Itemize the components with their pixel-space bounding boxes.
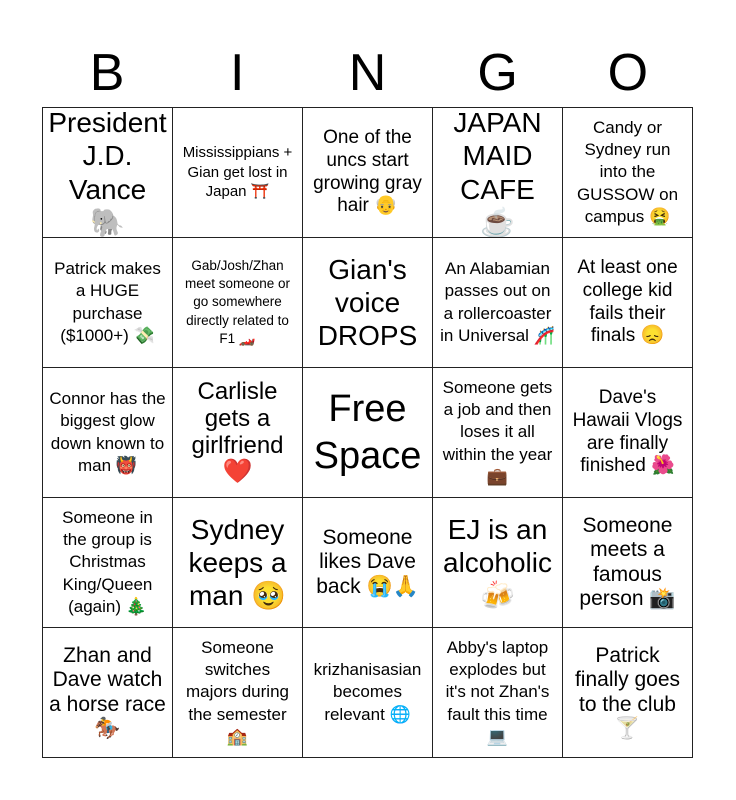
bingo-cell[interactable]: Someone gets a job and then loses it all within the year 💼 — [433, 368, 563, 498]
header-letter-g: G — [477, 44, 518, 102]
bingo-cell[interactable]: JAPAN MAID CAFE ☕ — [433, 108, 563, 238]
header-letter-o: O — [607, 44, 649, 102]
bingo-cell[interactable]: Gab/Josh/Zhan meet someone or go somewhere directly related to F1 🏎️ — [173, 238, 303, 368]
bingo-cell[interactable]: One of the uncs start growing gray hair 👴 — [303, 108, 433, 238]
bingo-cell[interactable]: An Alabamian passes out on a rollercoaster in Universal 🎢 — [433, 238, 563, 368]
bingo-header — [42, 40, 693, 106]
bingo-cell[interactable]: Someone in the group is Christmas King/Queen (again) 🎄 — [43, 498, 173, 628]
bingo-cell[interactable]: President J.D. Vance 🐘 — [43, 108, 173, 238]
bingo-cell[interactable]: Candy or Sydney run into the GUSSOW on campus 🤮 — [563, 108, 693, 238]
bingo-cell[interactable]: Someone likes Dave back 😭🙏 — [303, 498, 433, 628]
bingo-cell[interactable]: Connor has the biggest glow down known to man 👹 — [43, 368, 173, 498]
bingo-cell[interactable]: Carlisle gets a girlfriend ❤️ — [173, 368, 303, 498]
header-letter-b: B — [89, 44, 125, 102]
bingo-cell[interactable]: At least one college kid fails their finals 😞 — [563, 238, 693, 368]
bingo-cell[interactable]: Abby's laptop explodes but it's not Zhan's fault this time 💻 — [433, 628, 563, 758]
bingo-cell[interactable]: Zhan and Dave watch a horse race 🏇 — [43, 628, 173, 758]
bingo-cell[interactable]: Patrick makes a HUGE purchase ($1000+) 💸 — [43, 238, 173, 368]
bingo-cell[interactable]: Dave's Hawaii Vlogs are finally finished 🌺 — [563, 368, 693, 498]
bingo-cell[interactable]: Someone switches majors during the semester 🏫 — [173, 628, 303, 758]
header-letter-i: I — [230, 44, 245, 102]
bingo-cell[interactable]: Sydney keeps a man 🥹 — [173, 498, 303, 628]
free-space-cell[interactable]: Free Space — [303, 368, 433, 498]
bingo-cell[interactable]: EJ is an alcoholic 🍻 — [433, 498, 563, 628]
bingo-cell[interactable]: Mississippians + Gian get lost in Japan ⛩️ — [173, 108, 303, 238]
bingo-cell[interactable]: Gian's voice DROPS — [303, 238, 433, 368]
bingo-cell[interactable]: Someone meets a famous person 📸 — [563, 498, 693, 628]
header-letter-n: N — [348, 44, 387, 102]
bingo-cell[interactable]: Patrick finally goes to the club 🍸 — [563, 628, 693, 758]
bingo-board — [42, 107, 693, 758]
bingo-cell[interactable]: krizhanisasian becomes relevant 🌐 — [303, 628, 433, 758]
